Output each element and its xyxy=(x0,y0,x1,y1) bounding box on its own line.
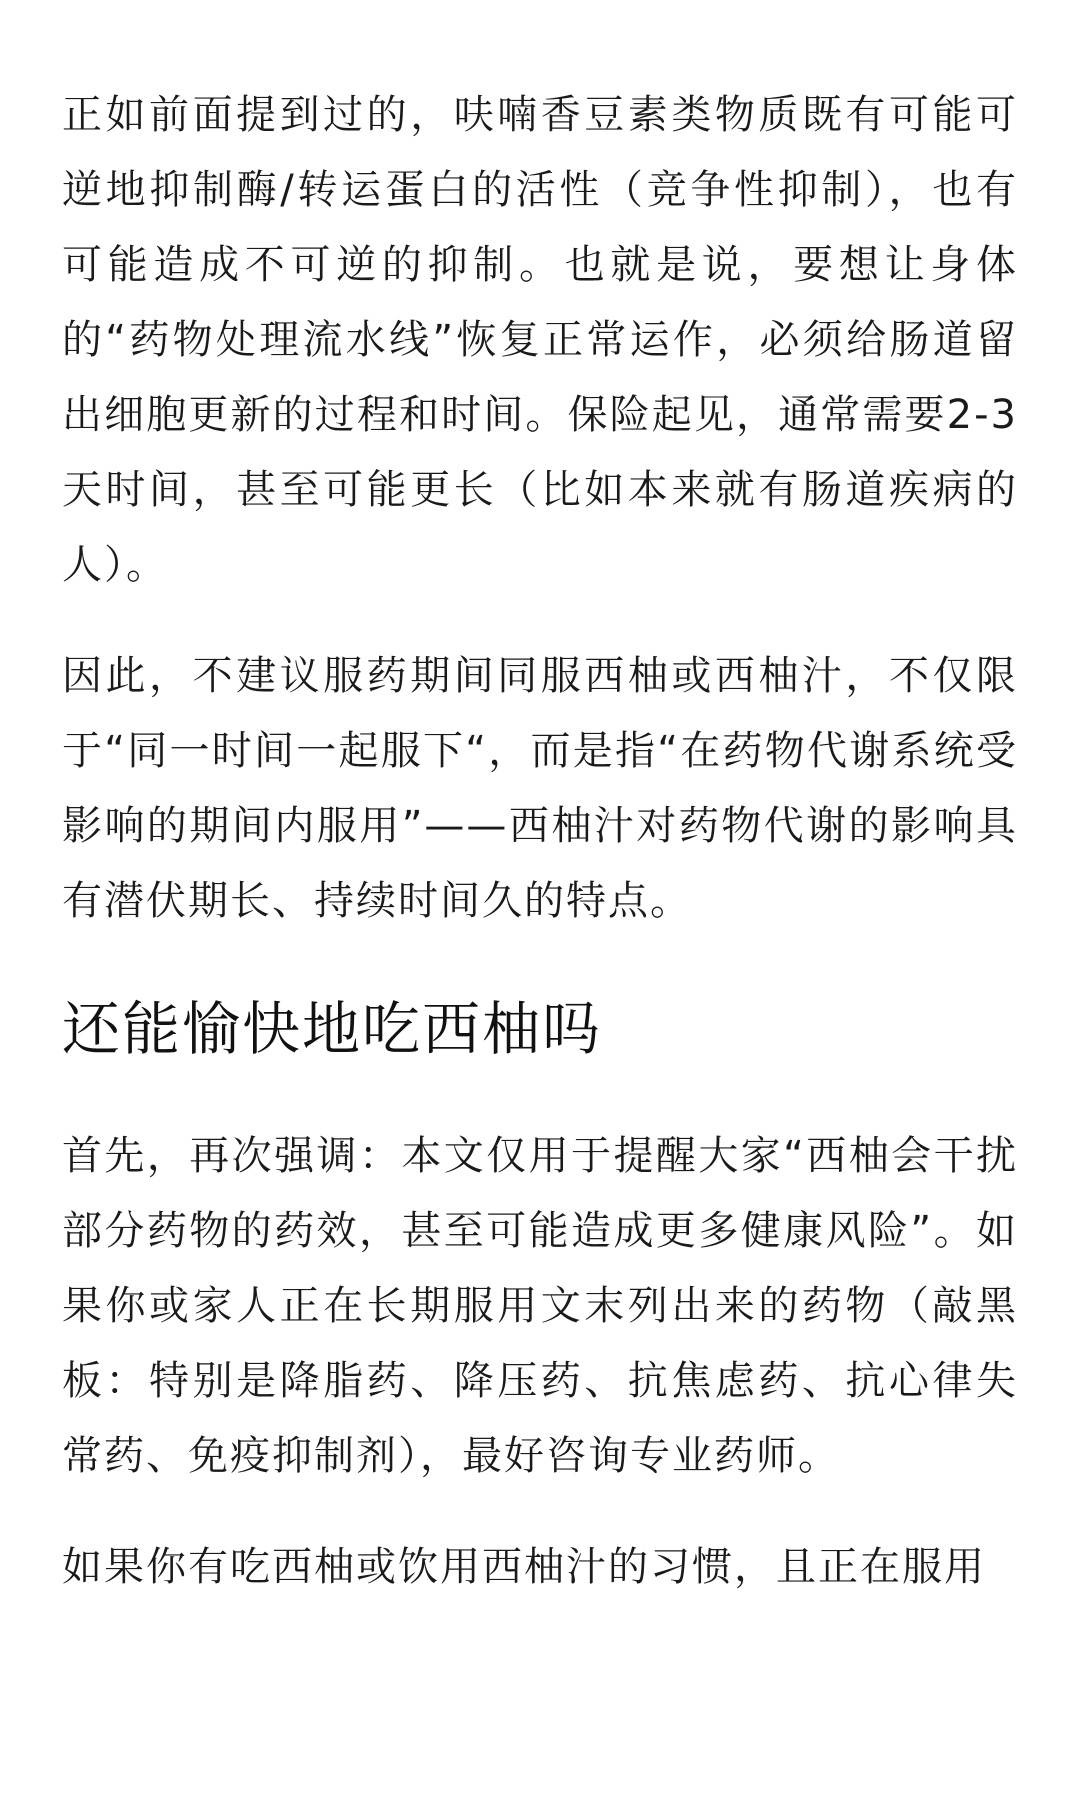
paragraph-reversible-inhibition: 正如前面提到过的，呋喃香豆素类物质既有可能可逆地抑制酶/转运蛋白的活性（竞争性抑制），也有可能造成不可逆的抑制。也就是说，要想让身体的“药物处理流水线”恢复正常运作，必须给肠道留出细胞更新的过程和时间。保险起见，通常需要2-3天时间，甚至可能更长（比如本来就有肠道疾病的人）。 xyxy=(62,92,1018,588)
paragraph-consult-pharmacist: 首先，再次强调：本文仅用于提醒大家“西柚会干扰部分药物的药效，甚至可能造成更多健康风险”。如果你或家人正在长期服用文末列出来的药物（敲黑板：特别是降脂药、降压药、抗焦虑药、抗心律失常药、免疫抑制剂），最好咨询专业药师。 xyxy=(62,1133,1018,1479)
paragraph-avoid-grapefruit: 因此，不建议服药期间同服西柚或西柚汁，不仅限于“同一时间一起服下“，而是指“在药物代谢系统受影响的期间内服用”——西柚汁对药物代谢的影响具有潜伏期长、持续时间久的特点。 xyxy=(62,653,1018,924)
paragraph-grapefruit-habit: 如果你有吃西柚或饮用西柚汁的习惯，且正在服用 xyxy=(62,1544,986,1590)
section-heading: 还能愉快地吃西柚吗 xyxy=(62,995,603,1063)
